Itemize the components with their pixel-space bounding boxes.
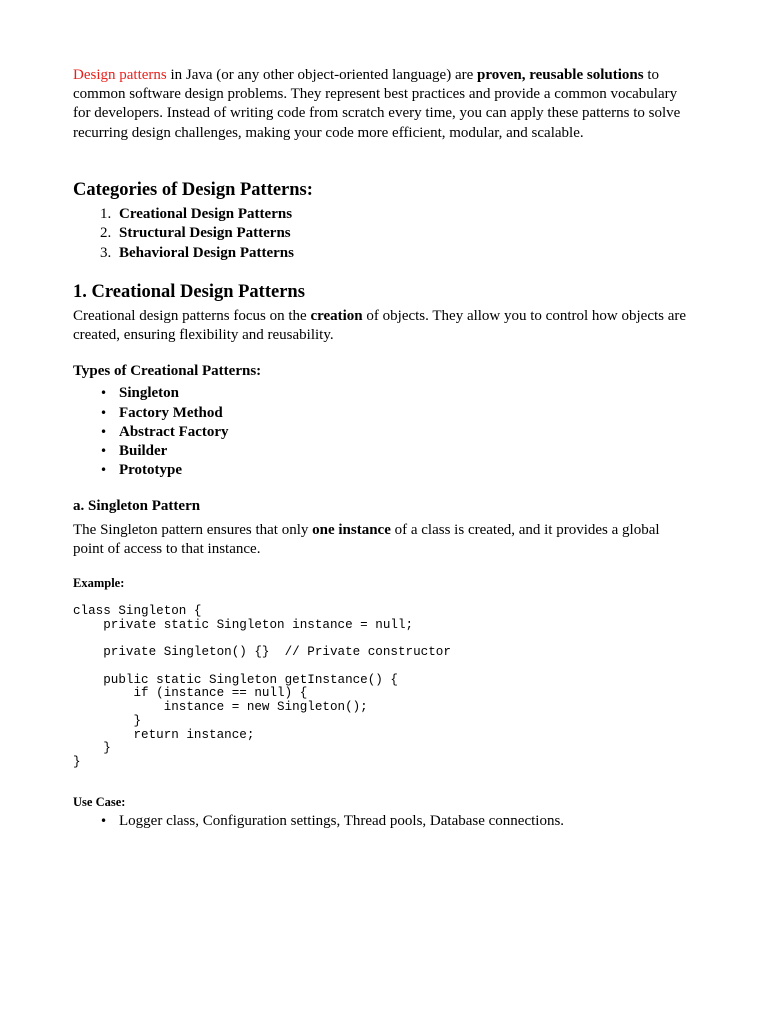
categories-heading: Categories of Design Patterns:: [73, 180, 313, 200]
bullet-icon: •: [100, 813, 108, 828]
creational-type-label: Abstract Factory: [119, 423, 229, 440]
bullet-icon: •: [100, 424, 108, 439]
code-block: class Singleton { private static Singleton instance = null; private Singleton() {} // Private constructor public static Singleton getInstance() { if (instance == null) { instance = new Singleton(); } return instance; } }: [73, 604, 451, 769]
example-heading: Example:: [73, 576, 125, 591]
creational-desc-text: Creational design patterns focus on the: [73, 307, 311, 324]
types-heading: Types of Creational Patterns:: [73, 363, 262, 380]
use-case-item: [73, 812, 693, 831]
creational-type-label: Prototype: [119, 462, 183, 479]
category-label: Behavioral Design Patterns: [119, 244, 294, 261]
singleton-desc-text-rest: of a class is created, and it provides a global point of access to that instance.: [73, 521, 660, 557]
creational-type-label: Singleton: [119, 385, 180, 402]
creational-type-label: Builder: [119, 443, 168, 460]
creational-desc-bold: creation: [310, 307, 363, 324]
categories-list: [73, 205, 693, 263]
singleton-desc-bold: one instance: [312, 521, 391, 538]
creational-types-list: [73, 384, 693, 480]
creational-type-item: [73, 384, 693, 403]
bullet-icon: •: [100, 444, 108, 459]
category-item: [73, 205, 693, 224]
bullet-icon: •: [100, 405, 108, 420]
category-number: 3.: [100, 244, 112, 261]
use-case-list: [73, 812, 693, 831]
intro-text: in Java (or any other object-oriented language) are: [166, 67, 478, 83]
creational-heading: 1. Creational Design Patterns: [73, 281, 305, 302]
intro-bold-text: proven, reusable solutions: [477, 67, 644, 83]
creational-desc-text-rest: of objects. They allow you to control how objects are created, ensuring flexibility and reusability.: [73, 307, 687, 344]
category-label: Creational Design Patterns: [119, 206, 293, 222]
category-item: [73, 224, 693, 243]
category-item: [73, 244, 693, 263]
creational-description: [73, 307, 693, 345]
creational-type-item: [73, 404, 693, 423]
singleton-desc-text: The Singleton pattern ensures that only: [73, 521, 313, 538]
intro-text-rest: to common software design problems. They represent best practices and provide a common vocabulary for developers. Instead of writing code from scratch every time, you can apply these patterns to solve recurring design challenges, making your code more efficient, modular, and scalable.: [73, 67, 681, 141]
intro-paragraph: [73, 66, 693, 162]
singleton-description: [73, 521, 693, 559]
creational-type-item: [73, 442, 693, 461]
use-case-heading: Use Case:: [73, 794, 126, 809]
bullet-icon: •: [100, 386, 108, 401]
category-number: 2.: [100, 225, 112, 242]
document-content: [73, 66, 693, 831]
bullet-icon: •: [100, 463, 108, 478]
use-case-label: Logger class, Configuration settings, Thread pools, Database connections.: [119, 812, 565, 829]
creational-type-item: [73, 461, 693, 480]
category-number: 1.: [100, 206, 112, 222]
creational-type-label: Factory Method: [119, 404, 223, 421]
category-label: Structural Design Patterns: [119, 225, 291, 242]
design-patterns-link[interactable]: Design patterns: [73, 67, 167, 83]
creational-type-item: [73, 423, 693, 442]
singleton-heading: a. Singleton Pattern: [73, 497, 201, 514]
